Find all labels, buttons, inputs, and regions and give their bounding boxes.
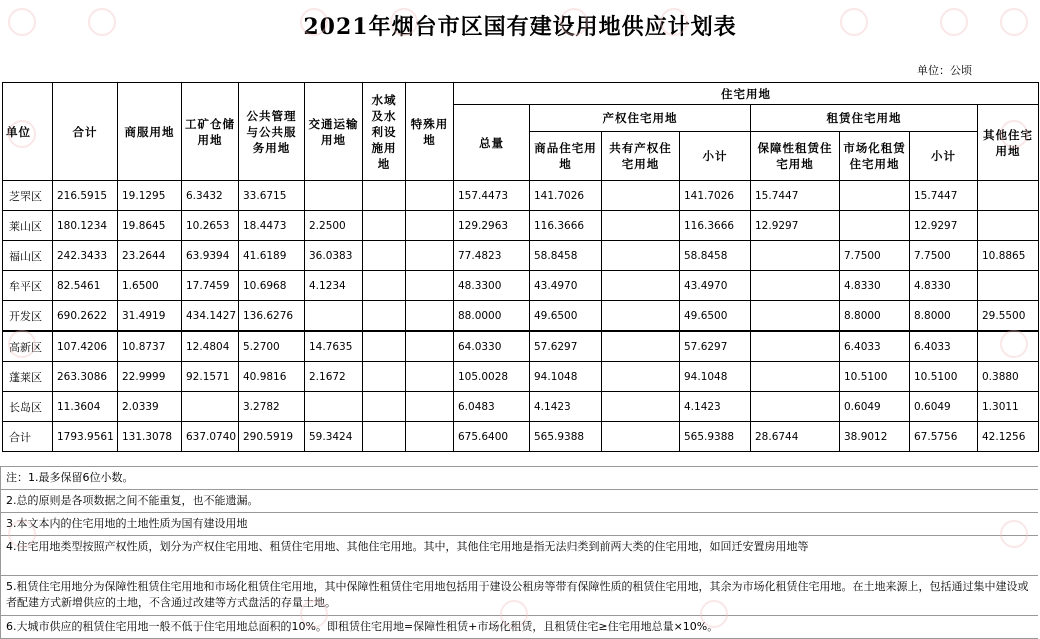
table-cell: 67.5756: [910, 422, 978, 452]
table-cell: [406, 241, 454, 271]
table-row: [3, 422, 1039, 452]
table-cell: 12.9297: [751, 211, 840, 241]
row-district: 高新区: [3, 331, 53, 362]
table-cell: 263.3086: [53, 362, 118, 392]
table-cell: [602, 422, 680, 452]
table-cell: 12.9297: [910, 211, 978, 241]
table-cell: 1793.9561: [53, 422, 118, 452]
header-other: 其他住宅用地: [978, 105, 1039, 181]
table-cell: 0.6049: [840, 392, 910, 422]
table-cell: [406, 211, 454, 241]
table-cell: [751, 271, 840, 301]
table-cell: 10.5100: [840, 362, 910, 392]
table-cell: [305, 392, 363, 422]
table-cell: 6.3432: [182, 181, 239, 211]
table-cell: 38.9012: [840, 422, 910, 452]
row-district: 莱山区: [3, 211, 53, 241]
table-cell: 4.1423: [530, 392, 602, 422]
table-cell: 23.2644: [118, 241, 182, 271]
table-cell: 49.6500: [680, 301, 751, 332]
table-cell: 107.4206: [53, 331, 118, 362]
header-residential: 住宅用地: [454, 83, 1039, 105]
table-row: [3, 271, 1039, 301]
land-supply-table: [2, 82, 1039, 452]
table-cell: [751, 301, 840, 332]
row-district: 蓬莱区: [3, 362, 53, 392]
row-district: 芝罘区: [3, 181, 53, 211]
table-cell: 94.1048: [680, 362, 751, 392]
table-cell: [406, 392, 454, 422]
table-cell: 11.3604: [53, 392, 118, 422]
table-cell: 40.9816: [239, 362, 305, 392]
table-cell: 0.6049: [910, 392, 978, 422]
table-cell: 157.4473: [454, 181, 530, 211]
table-cell: 63.9394: [182, 241, 239, 271]
table-cell: [602, 392, 680, 422]
table-cell: 15.7447: [751, 181, 840, 211]
table-cell: 10.8737: [118, 331, 182, 362]
header-subtotal-property: 小计: [680, 132, 751, 181]
table-cell: 141.7026: [530, 181, 602, 211]
table-cell: 216.5915: [53, 181, 118, 211]
table-cell: 131.3078: [118, 422, 182, 452]
table-cell: 7.7500: [840, 241, 910, 271]
header-affordable: 保障性租赁住宅用地: [751, 132, 840, 181]
page-title: 2021年烟台市区国有建设用地供应计划表: [303, 14, 737, 40]
table-cell: 0.3880: [978, 362, 1039, 392]
table-cell: [751, 392, 840, 422]
note-4: 4.住宅用地类型按照产权性质，划分为产权住宅用地、租赁住宅用地、其他住宅用地。其中，其他住宅用地是指无法归类到前两大类的住宅用地，如回迁安置房用地等: [0, 536, 1038, 576]
table-cell: [305, 301, 363, 332]
table-cell: 290.5919: [239, 422, 305, 452]
note-5: 5.租赁住宅用地分为保障性租赁住宅用地和市场化租赁住宅用地，其中保障性租赁住宅用地包括用于建设公租房等带有保障性质的租赁住宅用地，其余为市场化租赁住宅用地。在土地来源上，包括通过集中建设或者配建方式新增供应的土地，不含通过改建等方式盘活的存量土地。: [0, 576, 1038, 616]
table-cell: [602, 211, 680, 241]
table-cell: 12.4804: [182, 331, 239, 362]
table-cell: 8.8000: [910, 301, 978, 332]
table-cell: 2.0339: [118, 392, 182, 422]
table-cell: [602, 331, 680, 362]
table-cell: [602, 301, 680, 332]
header-commodity: 商品住宅用地: [530, 132, 602, 181]
table-cell: [602, 362, 680, 392]
table-cell: 5.2700: [239, 331, 305, 362]
table-cell: 28.6744: [751, 422, 840, 452]
table-cell: 22.9999: [118, 362, 182, 392]
table-cell: 6.0483: [454, 392, 530, 422]
table-cell: 36.0383: [305, 241, 363, 271]
table-cell: 57.6297: [530, 331, 602, 362]
table-cell: 49.6500: [530, 301, 602, 332]
table-cell: 180.1234: [53, 211, 118, 241]
table-cell: 57.6297: [680, 331, 751, 362]
table-cell: 33.6715: [239, 181, 305, 211]
table-row: [3, 301, 1039, 332]
header-res-total: 总量: [454, 105, 530, 181]
table-cell: 19.1295: [118, 181, 182, 211]
table-row: [3, 362, 1039, 392]
table-cell: 141.7026: [680, 181, 751, 211]
table-cell: 15.7447: [910, 181, 978, 211]
table-cell: 10.8865: [978, 241, 1039, 271]
table-cell: 43.4970: [680, 271, 751, 301]
table-cell: [363, 331, 406, 362]
table-cell: 77.4823: [454, 241, 530, 271]
note-6: 6.大城市供应的租赁住宅用地一般不低于住宅用地总面积的10%。即租赁住宅用地=保障性租赁+市场化租赁，且租赁住宅≥住宅用地总量×10%。: [0, 616, 1038, 639]
table-cell: 136.6276: [239, 301, 305, 332]
table-cell: 10.6968: [239, 271, 305, 301]
table-cell: 4.1234: [305, 271, 363, 301]
table-row: [3, 241, 1039, 271]
table-cell: 105.0028: [454, 362, 530, 392]
note-1: 注：1.最多保留6位小数。: [0, 467, 1038, 490]
table-cell: [406, 422, 454, 452]
table-cell: 129.2963: [454, 211, 530, 241]
table-cell: [978, 271, 1039, 301]
table-cell: 3.2782: [239, 392, 305, 422]
table-cell: 31.4919: [118, 301, 182, 332]
table-cell: [751, 362, 840, 392]
header-property: 产权住宅用地: [530, 105, 751, 132]
table-cell: 48.3300: [454, 271, 530, 301]
table-cell: [406, 181, 454, 211]
table-cell: [363, 271, 406, 301]
table-cell: 82.5461: [53, 271, 118, 301]
table-cell: 92.1571: [182, 362, 239, 392]
table-cell: 6.4033: [840, 331, 910, 362]
table-cell: 4.8330: [910, 271, 978, 301]
row-district: 福山区: [3, 241, 53, 271]
header-water: 水域及水利设施用地: [363, 83, 406, 181]
table-cell: 1.6500: [118, 271, 182, 301]
table-cell: [978, 211, 1039, 241]
header-special: 特殊用地: [406, 83, 454, 181]
table-cell: 690.2622: [53, 301, 118, 332]
table-cell: [840, 181, 910, 211]
table-cell: [406, 301, 454, 332]
row-district: 合计: [3, 422, 53, 452]
table-row: [3, 392, 1039, 422]
note-3: 3.本文本内的住宅用地的土地性质为国有建设用地: [0, 513, 1038, 536]
table-cell: 675.6400: [454, 422, 530, 452]
table-cell: 17.7459: [182, 271, 239, 301]
table-cell: 29.5500: [978, 301, 1039, 332]
table-cell: 10.2653: [182, 211, 239, 241]
table-cell: [363, 181, 406, 211]
table-cell: 94.1048: [530, 362, 602, 392]
table-cell: [363, 362, 406, 392]
table-cell: 637.0740: [182, 422, 239, 452]
row-district: 牟平区: [3, 271, 53, 301]
table-cell: [602, 241, 680, 271]
row-district: 长岛区: [3, 392, 53, 422]
table-cell: [363, 422, 406, 452]
table-cell: 1.3011: [978, 392, 1039, 422]
table-cell: 2.2500: [305, 211, 363, 241]
table-cell: 10.5100: [910, 362, 978, 392]
table-cell: [751, 241, 840, 271]
header-shared: 共有产权住宅用地: [602, 132, 680, 181]
header-rental: 租赁住宅用地: [751, 105, 978, 132]
table-cell: 434.1427: [182, 301, 239, 332]
table-cell: [978, 181, 1039, 211]
table-cell: [363, 392, 406, 422]
table-cell: 58.8458: [530, 241, 602, 271]
table-cell: [840, 211, 910, 241]
table-cell: [602, 181, 680, 211]
table-cell: 4.8330: [840, 271, 910, 301]
table-cell: 18.4473: [239, 211, 305, 241]
table-cell: 8.8000: [840, 301, 910, 332]
header-subtotal-rental: 小计: [910, 132, 978, 181]
table-cell: 7.7500: [910, 241, 978, 271]
row-district: 开发区: [3, 301, 53, 332]
table-cell: [363, 211, 406, 241]
table-cell: [406, 271, 454, 301]
table-cell: 59.3424: [305, 422, 363, 452]
table-cell: 565.9388: [530, 422, 602, 452]
table-cell: [751, 331, 840, 362]
notes-section: [0, 466, 1038, 639]
header-transport: 交通运输用地: [305, 83, 363, 181]
table-cell: [406, 331, 454, 362]
table-cell: 242.3433: [53, 241, 118, 271]
table-cell: 42.1256: [978, 422, 1039, 452]
table-cell: 64.0330: [454, 331, 530, 362]
table-cell: [363, 301, 406, 332]
header-unit: 单位: [3, 83, 53, 181]
table-cell: 4.1423: [680, 392, 751, 422]
table-row: [3, 331, 1039, 362]
table-cell: [978, 331, 1039, 362]
table-cell: 565.9388: [680, 422, 751, 452]
table-row: [3, 211, 1039, 241]
table-cell: 41.6189: [239, 241, 305, 271]
table-cell: 88.0000: [454, 301, 530, 332]
header-industrial: 工矿仓储用地: [182, 83, 239, 181]
header-public: 公共管理与公共服务用地: [239, 83, 305, 181]
table-cell: [305, 181, 363, 211]
table-cell: 19.8645: [118, 211, 182, 241]
unit-label: 单位：公顷: [917, 64, 972, 77]
table-row: [3, 181, 1039, 211]
header-commercial: 商服用地: [118, 83, 182, 181]
table-cell: 43.4970: [530, 271, 602, 301]
header-total: 合计: [53, 83, 118, 181]
table-cell: 14.7635: [305, 331, 363, 362]
table-cell: 116.3666: [530, 211, 602, 241]
note-2: 2.总的原则是各项数据之间不能重复，也不能遗漏。: [0, 490, 1038, 513]
table-cell: 2.1672: [305, 362, 363, 392]
table-cell: [363, 241, 406, 271]
table-cell: 6.4033: [910, 331, 978, 362]
table-cell: [602, 271, 680, 301]
table-cell: [406, 362, 454, 392]
header-market: 市场化租赁住宅用地: [840, 132, 910, 181]
table-cell: [182, 392, 239, 422]
table-cell: 58.8458: [680, 241, 751, 271]
table-cell: 116.3666: [680, 211, 751, 241]
